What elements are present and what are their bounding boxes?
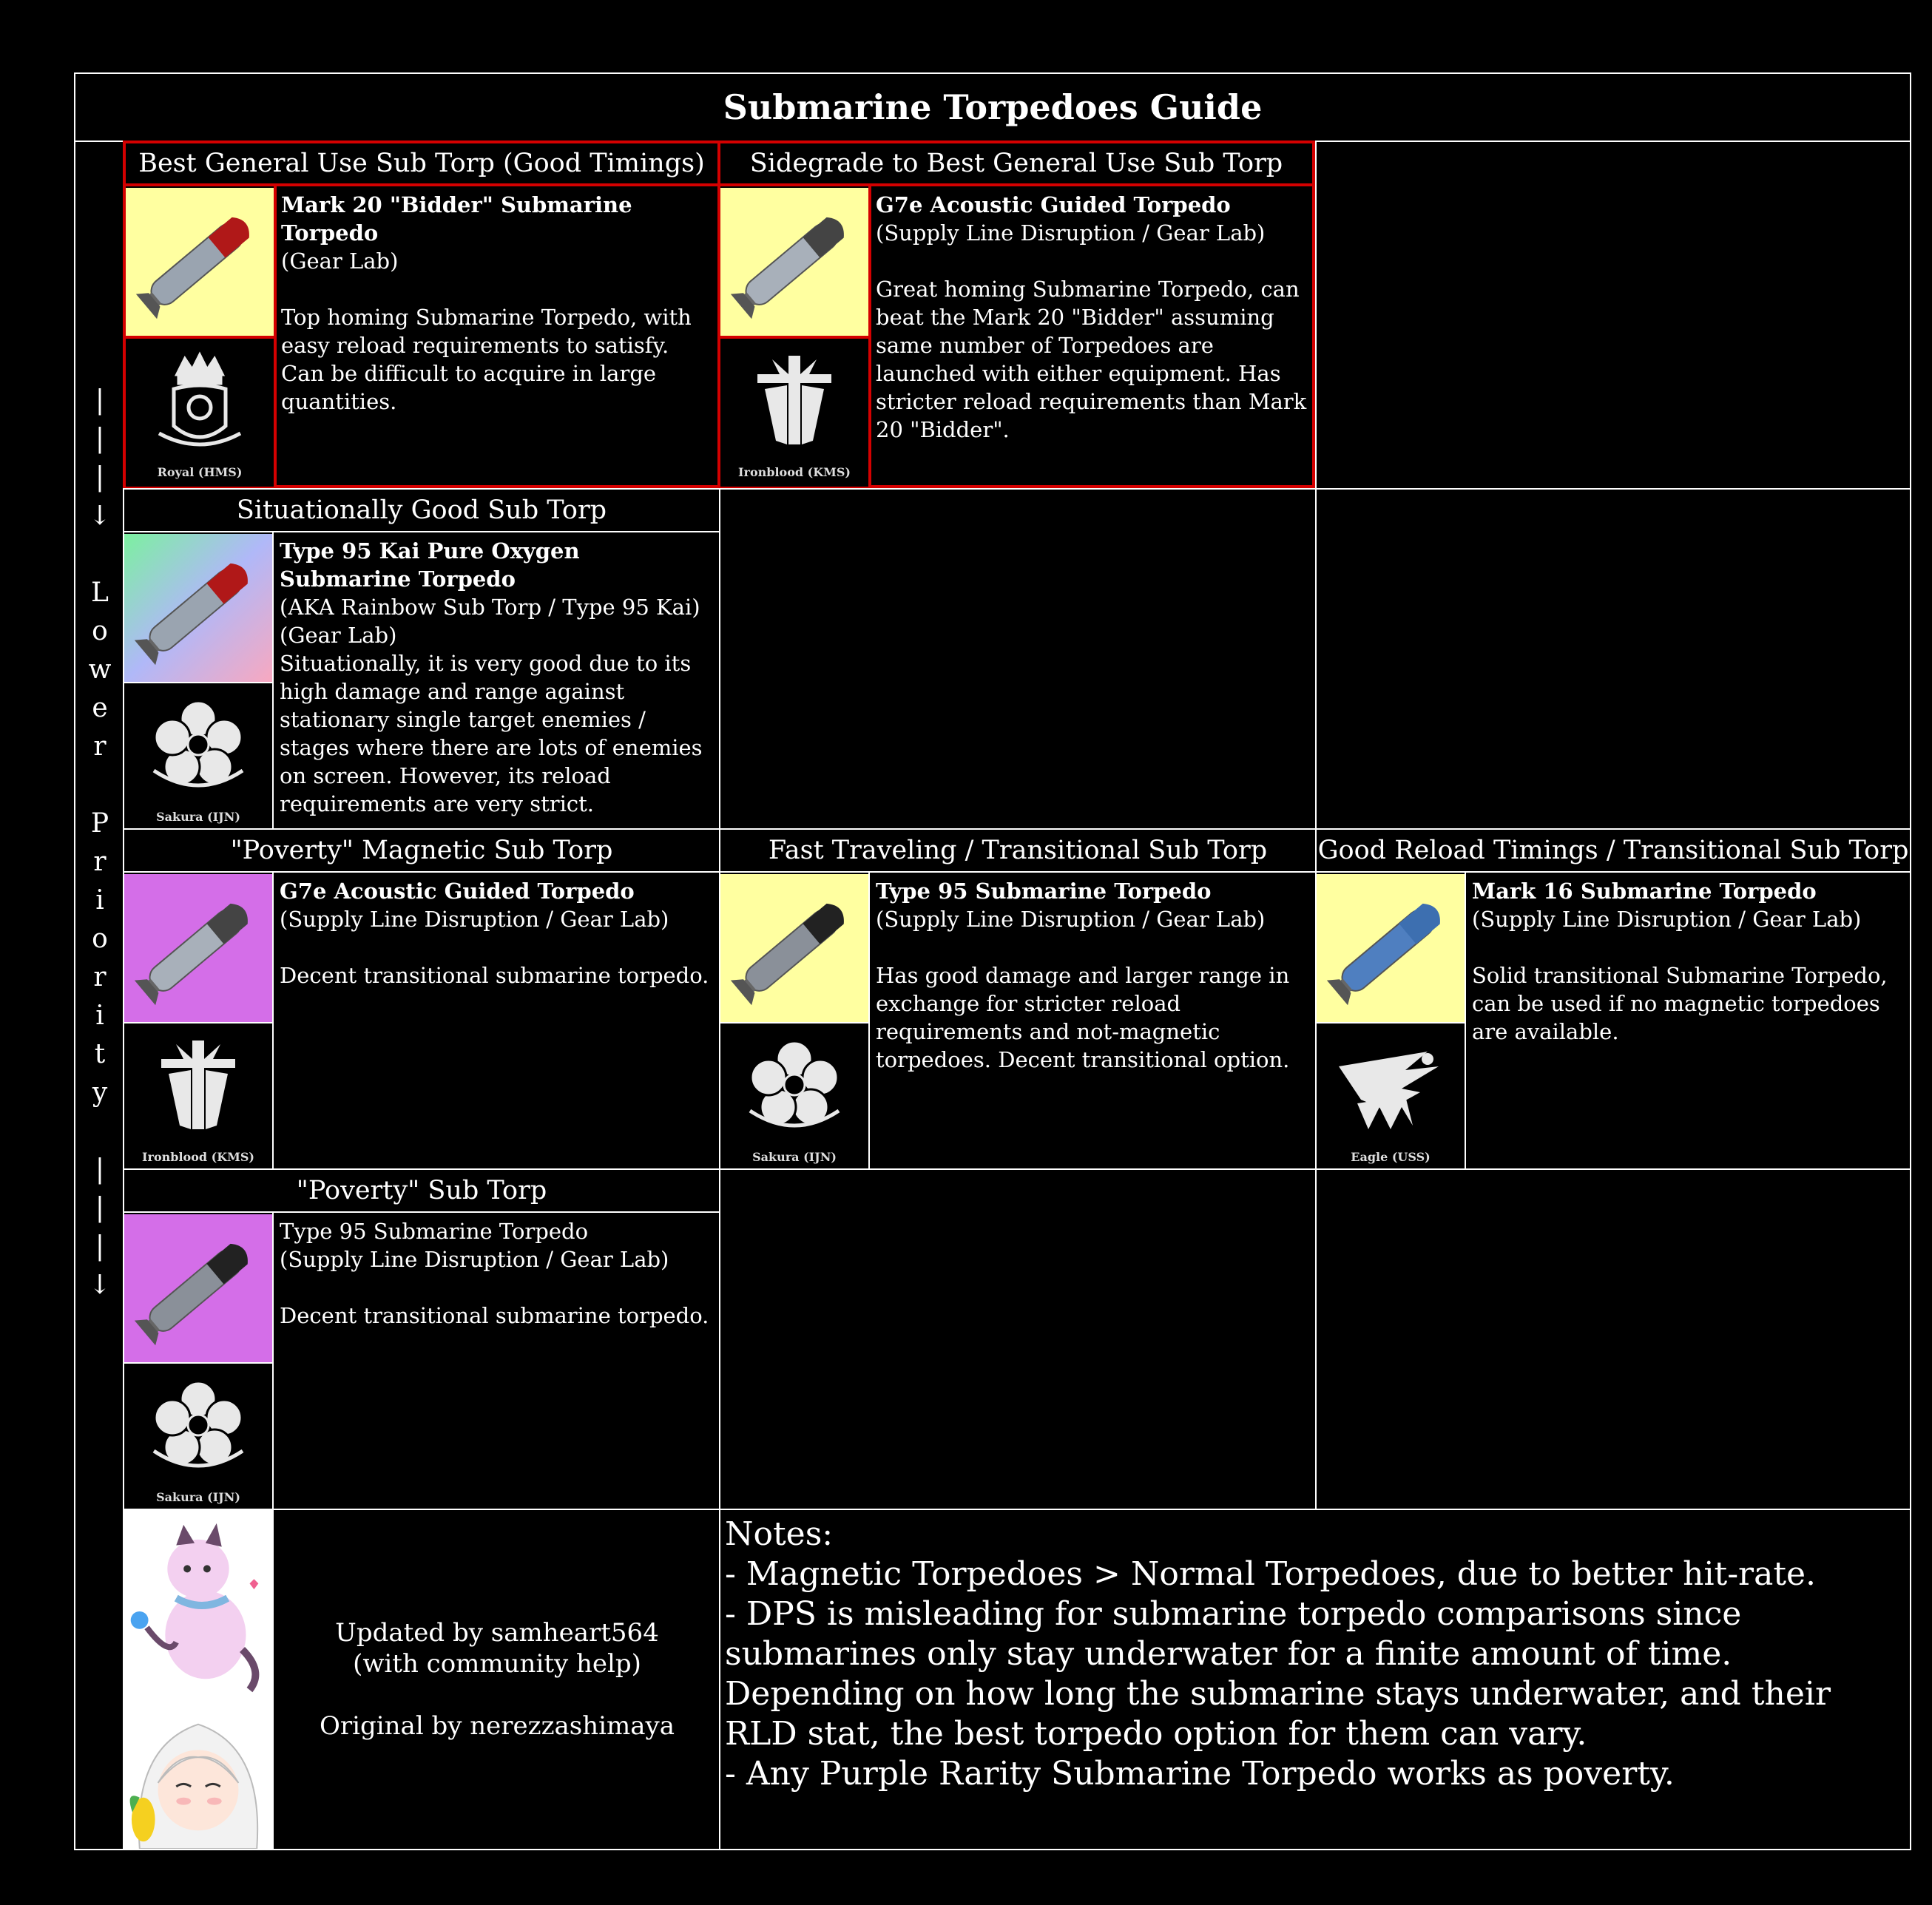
ironblood-cross-icon [720,345,868,456]
torpedo-gray-icon [124,874,272,1022]
sakura-blossom-icon [124,689,272,800]
empty-cell [719,1168,1317,1510]
empty-cell [1315,488,1911,830]
cell-divider [272,873,274,1168]
eagle-emblem-icon [1317,1029,1465,1140]
torpedo-name: Type 95 Submarine Torpedo [280,1219,589,1244]
priority-letter: r [93,847,107,877]
page-title: Submarine Torpedoes Guide [723,87,1263,127]
faction-badge [720,339,868,487]
faction-badge [124,683,272,831]
entry-card-2 [717,141,1315,488]
torpedo-image [124,534,272,682]
white-haired-girl-avatar-icon [124,1702,272,1849]
priority-letter: o [92,616,108,646]
cell-divider [868,873,870,1168]
note-item: - Any Purple Rarity Submarine Torpedo works as poverty. [725,1755,1675,1793]
faction-name: Sakura (IJN) [752,1150,837,1164]
priority-arrow: ↓ [88,501,112,531]
entry-description [280,1217,715,1330]
community-help: (with community help) [353,1649,641,1679]
entry-description [280,877,715,989]
royal-crest-icon [126,345,274,456]
torpedo-black-tip-icon [720,874,868,1022]
torpedo-name: G7e Acoustic Guided Torpedo [280,879,635,904]
faction-badge [1317,1023,1465,1171]
torpedo-image [126,188,274,336]
torpedo-notes: Great homing Submarine Torpedo, can beat the Mark 20 "Bidder" assuming same number of Torpedoes are launched with either equipment. Has stricter reload requirements than Mark 20 "Bidder". [876,277,1307,442]
torpedo-notes: Decent transitional submarine torpedo. [280,1303,709,1328]
cell-divider [272,1213,274,1509]
faction-name: Ironblood (KMS) [142,1150,254,1164]
notes-panel [719,1509,1911,1850]
spacer [95,1112,104,1151]
torpedo-source: (Supply Line Disruption / Gear Lab) [1472,907,1862,932]
priority-arrow: | [95,385,105,416]
priority-arrow: | [95,1193,105,1223]
notes-heading: Notes: [725,1515,834,1553]
empty-cell [719,488,1317,830]
faction-badge [126,339,274,487]
entry-description [280,537,715,818]
category-label: Best General Use Sub Torp (Good Timings) [126,143,717,186]
pink-creature-mascot-icon [124,1510,272,1701]
faction-badge [124,1364,272,1512]
priority-letter: o [92,924,108,954]
torpedo-image [124,1214,272,1362]
entry-card-4 [123,828,720,1170]
torpedo-name: Mark 16 Submarine Torpedo [1472,879,1817,904]
torpedo-notes: Situationally, it is very good due to its high damage and range against stationary single target enemies / stages where there are lots of enemies on screen. However, its reload requirements are very strict. [280,651,703,816]
category-label: "Poverty" Magnetic Sub Torp [124,830,719,873]
torpedo-image [1317,874,1465,1022]
torpedo-source-2: (Gear Lab) [280,623,397,648]
updated-by: Updated by samheart564 [335,1618,659,1648]
priority-letter: y [92,1077,108,1108]
torpedo-source: (Supply Line Disruption / Gear Lab) [280,907,669,932]
empty-cell [1315,1168,1911,1510]
priority-arrow: | [95,424,105,454]
torpedo-black-tip-icon [124,1214,272,1362]
cell-divider [1465,873,1466,1168]
faction-name: Sakura (IJN) [156,810,240,824]
torpedo-image [720,188,868,336]
category-label: Fast Traveling / Transitional Sub Torp [720,830,1315,873]
entry-description [1472,877,1905,1046]
faction-badge [124,1023,272,1171]
torpedo-name: Type 95 Submarine Torpedo [876,879,1212,904]
entry-card-7 [123,1168,720,1510]
torpedo-red-tip-icon [126,188,274,336]
entry-description [876,877,1311,1074]
priority-letter: i [95,1001,104,1031]
priority-letter [95,766,104,805]
priority-letter: i [95,885,104,916]
category-label: Sidegrade to Best General Use Sub Torp [720,143,1312,186]
ironblood-cross-icon [124,1029,272,1140]
lower-priority-label [75,141,124,1546]
torpedo-blue-icon [1317,874,1465,1022]
torpedo-notes: Top homing Submarine Torpedo, with easy reload requirements to satisfy. Can be difficult to acquire in large quantities. [281,305,692,414]
credits-panel [123,1509,720,1850]
priority-letter: r [93,962,107,992]
note-item: - DPS is misleading for submarine torpedo comparisons since submarines only stay underwater for a finite amount of time. Depending on how long the submarine stays underwater, and their RLD stat, the best torpedo option for them can vary. [725,1595,1831,1753]
faction-badge [720,1023,868,1171]
priority-letter: e [92,693,108,723]
torpedo-gray-icon [720,188,868,336]
category-label: Good Reload Timings / Transitional Sub Torp [1317,830,1910,873]
torpedo-source: (AKA Rainbow Sub Torp / Type 95 Kai) [280,595,700,620]
faction-name: Royal (HMS) [157,465,243,479]
priority-letter: r [93,731,107,762]
torpedo-image [124,874,272,1022]
cell-divider [868,186,871,485]
cell-divider [274,186,277,485]
priority-letter: L [91,578,109,608]
priority-arrow: | [95,462,105,493]
sakura-blossom-icon [124,1370,272,1481]
torpedo-image [720,874,868,1022]
entry-card-6 [1315,828,1911,1170]
faction-name: Ironblood (KMS) [738,465,851,479]
torpedo-red-tip-icon [124,534,272,682]
credits-text [275,1617,719,1742]
torpedo-notes: Has good damage and larger range in exchange for stricter reload requirements and not-magnetic torpedoes. Decent transitional option. [876,963,1290,1072]
notes-text [725,1515,1902,1794]
original-by: Original by nerezzashimaya [320,1711,675,1741]
entry-card-5 [719,828,1317,1170]
torpedo-name: Type 95 Kai Pure Oxygen Submarine Torpedo [280,538,580,592]
entry-description [281,191,713,416]
torpedo-source: (Supply Line Disruption / Gear Lab) [876,907,1266,932]
faction-name: Eagle (USS) [1351,1150,1431,1164]
priority-arrow: | [95,1231,105,1262]
torpedo-notes: Decent transitional submarine torpedo. [280,963,709,988]
avatar [124,1702,274,1850]
torpedo-source: (Gear Lab) [281,248,399,274]
spacer [95,535,104,574]
faction-name: Sakura (IJN) [156,1490,240,1504]
torpedo-name: Mark 20 "Bidder" Submarine Torpedo [281,192,632,246]
category-label: "Poverty" Sub Torp [124,1170,719,1213]
note-item: - Magnetic Torpedoes > Normal Torpedoes, due to better hit-rate. [725,1555,1817,1593]
empty-cell [1315,141,1911,490]
priority-letter: P [90,808,109,839]
torpedo-source: (Supply Line Disruption / Gear Lab) [876,220,1266,246]
torpedo-notes: Solid transitional Submarine Torpedo, can be used if no magnetic torpedoes are available. [1472,963,1888,1044]
priority-letter: t [94,1039,106,1069]
priority-letter: w [88,654,112,685]
avatar [124,1510,274,1702]
torpedo-name: G7e Acoustic Guided Torpedo [876,192,1231,217]
priority-arrow: ↓ [88,1270,112,1300]
sakura-blossom-icon [720,1029,868,1140]
category-label: Situationally Good Sub Torp [124,490,719,532]
entry-card-1 [123,141,720,488]
torpedo-source: (Supply Line Disruption / Gear Lab) [280,1247,669,1272]
entry-card-3 [123,488,720,830]
cell-divider [272,532,274,828]
entry-description [876,191,1308,444]
priority-arrow: | [95,1154,105,1185]
